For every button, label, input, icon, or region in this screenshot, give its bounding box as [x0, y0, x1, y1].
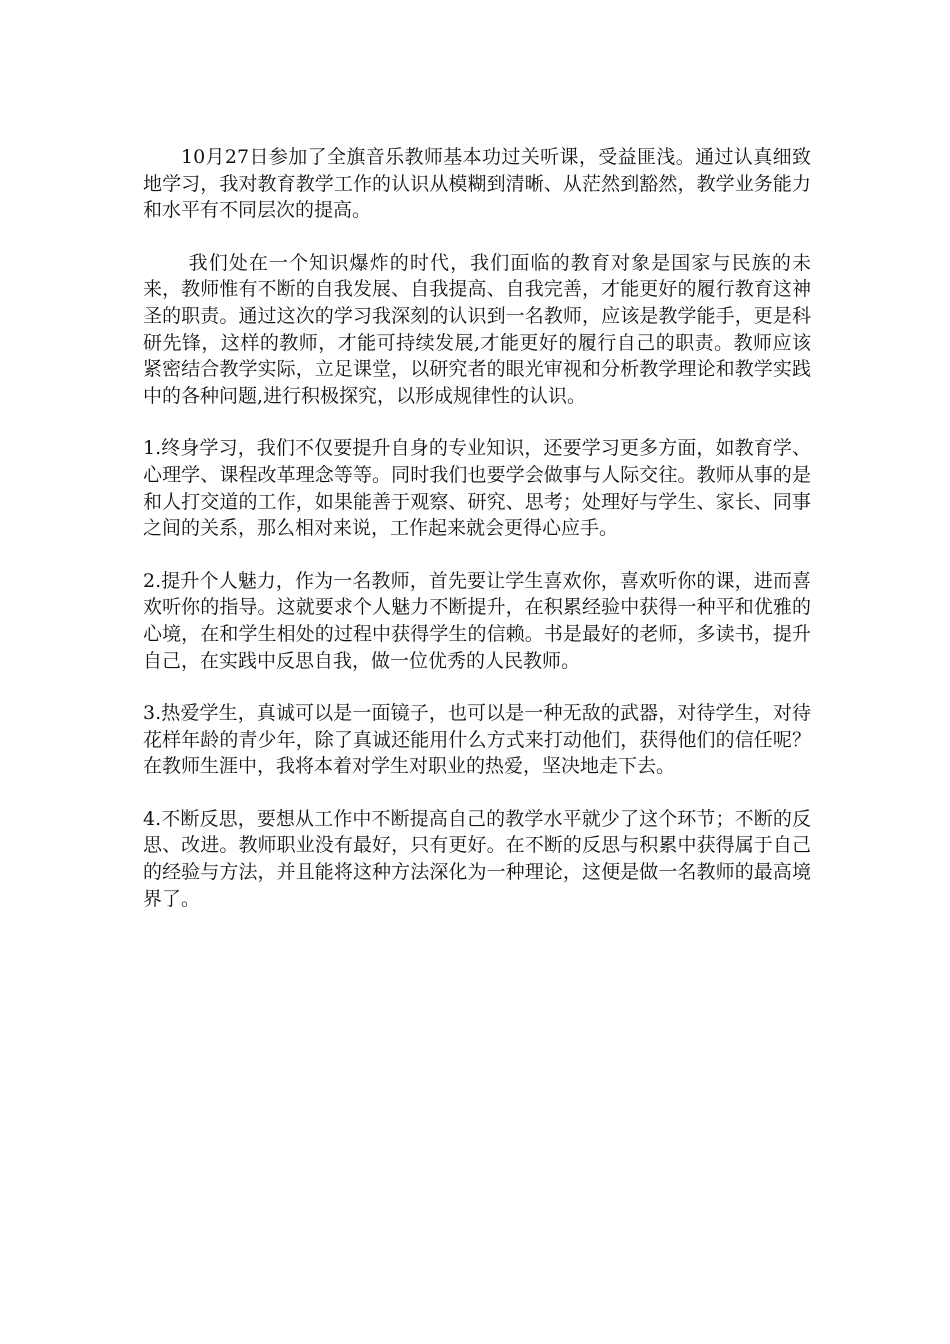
point-1-paragraph: 1.终身学习，我们不仅要提升自身的专业知识，还要学习更多方面，如教育学、心理学、课程改革理念等等。同时我们也要学会做事与人际交往。教师从事的是和人打交道的工作，如果能善于观察、研究、思考；处理好与学生、家长、同事之间的关系，那么相对来说，工作起来就会更得心应手。: [143, 437, 811, 540]
document-body: [143, 144, 811, 938]
point-4-paragraph: 4.不断反思，要想从工作中不断提高自己的教学水平就少了这个环节；不断的反思、改进。教师职业没有最好，只有更好。在不断的反思与积累中获得属于自己的经验与方法，并且能将这种方法深化为一种理论，这便是做一名教师的最高境界了。: [143, 807, 811, 910]
point-3-paragraph: 3.热爱学生，真诚可以是一面镜子，也可以是一种无敌的武器，对待学生，对待花样年龄的青少年，除了真诚还能用什么方式来打动他们，获得他们的信任呢？在教师生涯中，我将本着对学生对职业的热爱，坚决地走下去。: [143, 702, 811, 778]
intro-paragraph: 10月27日参加了全旗音乐教师基本功过关听课，受益匪浅。通过认真细致地学习，我对教育教学工作的认识从模糊到清晰、从茫然到豁然，教学业务能力和水平有不同层次的提高。: [143, 146, 811, 222]
point-2-paragraph: 2.提升个人魅力，作为一名教师，首先要让学生喜欢你，喜欢听你的课，进而喜欢听你的指导。这就要求个人魅力不断提升，在积累经验中获得一种平和优雅的心境，在和学生相处的过程中获得学生的信赖。书是最好的老师，多读书，提升自己，在实践中反思自我，做一位优秀的人民教师。: [143, 569, 811, 672]
context-paragraph: 我们处在一个知识爆炸的时代，我们面临的教育对象是国家与民族的未来，教师惟有不断的自我发展、自我提高、自我完善，才能更好的履行教育这神圣的职责。通过这次的学习我深刻的认识到一名教师，应该是教学能手，更是科研先锋，这样的教师，才能可持续发展,才能更好的履行自己的职责。教师应该紧密结合教学实际，立足课堂，以研究者的眼光审视和分析教学理论和教学实践中的各种问题,进行积极探究，以形成规律性的认识。: [143, 251, 811, 407]
